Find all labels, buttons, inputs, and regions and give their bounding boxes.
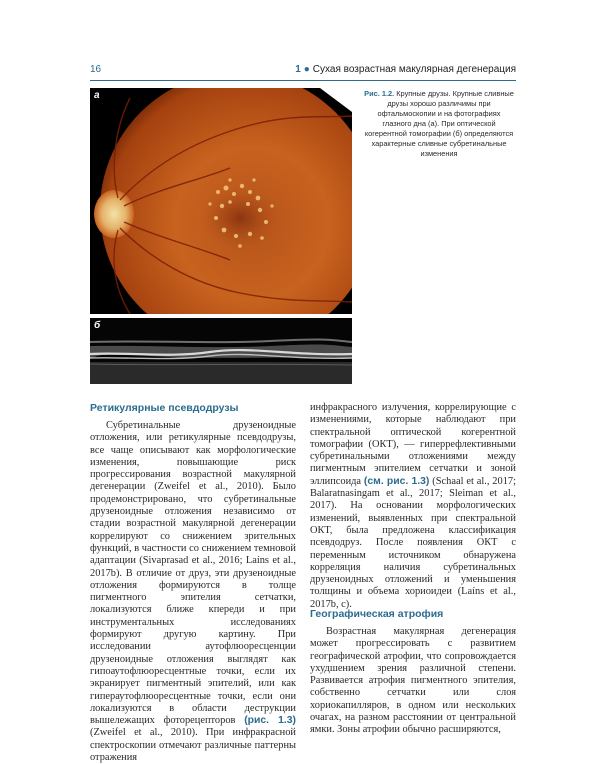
right-column [310,402,516,611]
text-run: (Zweifel et al., 2010). При инфракрасной спектроскопии отмечают различные паттерны отражения [90,727,296,764]
right-column-continued [310,626,516,737]
panel-a-label: а [94,90,100,101]
fundus-photo [90,88,352,314]
section-heading-geographic-atrophy: Географическая атрофия [310,608,444,620]
figure-reference-link[interactable]: (рис. 1.3) [244,715,296,727]
text-run: инфракрасного излучения, коррелирующие с изменениями, которые наблюдают при спектральной оптической когерентной томографии (ОКТ), — гиперрефлективными субретинальными отложениями между пигментным эпителием сетчатки и зоной эллипсоида [310,402,516,487]
figure-reference-link[interactable]: (см. рис. 1.3) [363,475,430,487]
text-run: (Schaal et al., 2017; Balaratnasingam et al., 2017; Sleiman et al., 2017). На основании морфологических изменений, выявленных при спектральной ОКТ, была предложена классификация псевдодруз. После появления ОКТ с переменным источником обнаружена корреляция наличия субретинальных друзеноидных отложений и уменьшения толщины и объема хориоидеи (Laíns et al., 2017b, c). [310,475,516,610]
caption-text: Крупные друзы. Крупные сливные друзы хорошо различимы при офтальмоскопии и на фотографиях глазного дна (а). При оптической когерентной томографии (б) определяются характерные сливные субретинальные изменения [364,89,514,158]
oct-scan [90,318,352,384]
figure-caption [362,89,516,159]
page-number: 16 [90,64,102,75]
header-rule [90,80,516,81]
panel-b-label: б [94,320,101,331]
paragraph [90,420,296,764]
fundus-image [90,88,352,314]
chapter-title: Сухая возрастная макулярная дегенерация [312,64,516,75]
paragraph: Возрастная макулярная дегенерация может прогрессировать с развитием географической атрофии, что сопровождается ухудшением зрения различной степени. Развивается атрофия пигментного эпителия, собственно сетчатки или слоя хориокапилляров, в одном или нескольких очагах, на разном расстоянии от центральной ямки. Зоны атрофии обычно расширяются, [310,626,516,736]
paragraph [310,402,516,611]
left-column [90,420,296,764]
chapter-number: 1 [295,64,301,75]
oct-image [90,318,352,384]
section-heading-reticular: Ретикулярные псевдодрузы [90,402,239,414]
chapter-header [295,64,516,75]
caption-label: Рис. 1.2. [364,89,395,98]
bullet-icon: ● [303,64,310,75]
text-run: Субретинальные друзеноидные отложения, или ретикулярные псевдодрузы, все чаще описывают как морфологические изменения, повышающие риск прогрессирования возрастной макулярной дегенерации (Zweifel et al., 2010). Было продемонстрировано, что субретинальные друзеноидные отложения независимо от стадии возрастной макулярной дегенерации коррелируют со снижением зрительных функций, в частности со снижением темновой адаптации (Sivaprasad et al., 2016; Laíns et al., 2017b). В отличие от друз, эти друзеноидные отложения формируются в толще пигментного эпителия сетчатки, локализуются ближе кпереди и при инструментальных исследованиях формируют другую картину. При исследовании аутофлюоресценции друзеноидные отложения выглядят как гипоаутофлюоресцентные точки, если их экранирует пигментный эпителий, или как гипераутофлюоресцентные точки, если они локализуются в области деструкции вышележащих фоторецепторов [90,420,296,727]
